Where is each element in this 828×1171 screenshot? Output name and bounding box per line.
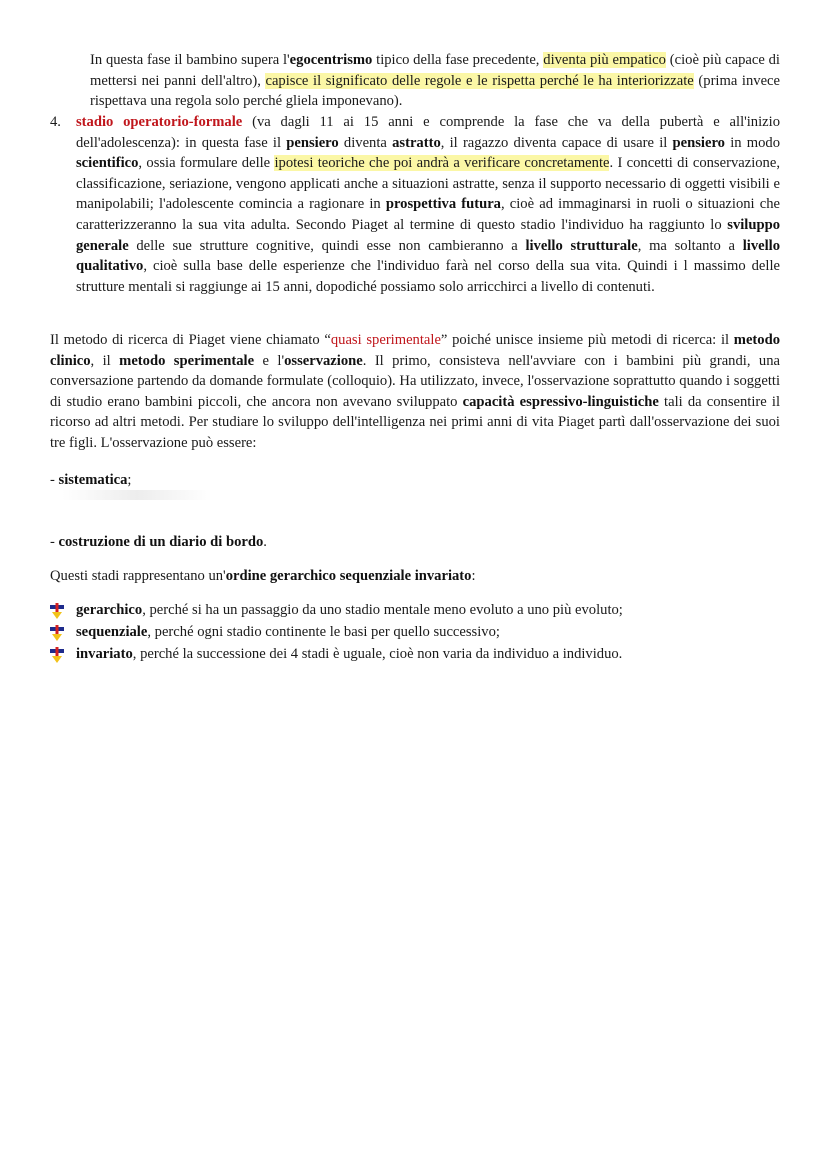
method-paragraph [50,330,780,454]
intro-text: In questa fase il bambino supera l' [90,52,290,68]
intro-paragraph [90,50,780,112]
stages-text: Questi stadi rappresentano un' [50,568,226,584]
obs-item-sistematica [50,470,780,491]
stage-text: in modo [724,134,781,151]
stage-text: , ma soltanto a [637,237,743,254]
term-livello-qualitativo: livello qualitativo [76,237,781,275]
list-item [50,644,780,666]
faded-text-smudge [62,490,212,500]
list-item [50,622,780,644]
stage-text: , ossia formulare delle [138,155,275,172]
term-osservazione: osservazione [284,352,363,369]
method-text: , il [90,352,120,369]
stage-title: stadio operatorio-formale [76,114,243,130]
term-egocentrismo: egocentrismo [289,52,373,68]
term-sequenziale: sequenziale [76,624,148,640]
list-number: 4. [50,114,61,130]
method-text: ” poiché unisce insieme più metodi di ricerca: il [440,332,734,348]
term-sistematica: sistematica [58,472,128,488]
term-gerarchico: gerarchico [76,602,143,618]
intro-text: (prima invece rispettava una regola solo perché gliela imponevano). [90,72,780,110]
term-pensiero: pensiero [286,134,339,151]
highlight-ipotesi: ipotesi teoriche che poi andrà a verificare concretamente [274,155,610,172]
term-quasi-sperimentale: quasi sperimentale [330,332,441,348]
term-capacita-linguistiche: capacità espressivo-linguistiche [462,393,659,410]
intro-text: (cioè più capace di mettersi nei panni dell'altro), [90,52,780,89]
stage-text: , il ragazzo diventa capace di usare il [440,134,673,151]
bullet-text: , perché ogni stadio continente le basi per quello successivo; [147,624,500,640]
term-ordine-gerarchico: ordine gerarchico sequenziale invariato [225,568,472,584]
list-item [50,600,780,622]
term-metodo-clinico: metodo clinico [50,332,780,369]
method-text: tali da consentire il ricorso ad altri metodi. Per studiare lo sviluppo dell'intelligenza nei primi anni di vita Piaget partì dall'osservazione dei suoi tre figli. L'osservazione può essere: [50,393,780,451]
method-text: e l' [254,352,285,369]
stage-text: delle sue strutture cognitive, quindi esse non cambieranno a [128,237,526,254]
bullet-text: , perché si ha un passaggio da uno stadio mentale meno evoluto a uno più evoluto; [142,602,623,618]
term-scientifico: scientifico [76,155,139,172]
arrow-bullet-icon [50,603,64,619]
stage-text: . I concetti di conservazione, classificazione, seriazione, vengono applicati anche a situazioni astratte, senza il supporto necessario di oggetti visibili e manipolabili; l'adolescente comincia a ragionare in [76,155,780,213]
punctuation: . [263,534,267,550]
stages-bullet-list [50,600,780,666]
highlight-empatico: diventa più empatico [543,52,666,68]
intro-text: tipico della fase precedente, [372,52,544,68]
term-diario-di-bordo: costruzione di un diario di bordo [58,534,264,550]
stage-4-item [50,112,780,297]
term-prospettiva-futura: prospettiva futura [385,196,501,213]
term-sviluppo-generale: sviluppo generale [76,216,780,254]
dash: - [50,534,59,550]
stage-text: , cioè ad immaginarsi in ruoli o situazioni che caratterizzeranno la sua vita adulta. Secondo Piaget al termine di questo stadio l'individuo ha raggiunto lo [76,196,781,233]
stage-text: (va dagli 11 ai 15 anni e comprende la fase che va della pubertà e all'inizio dell'adolescenza): in questa fase il [76,114,780,151]
method-text: . Il primo, consisteva nell'avviare con i bambini più grandi, una conversazione partendo da domande formulate (colloquio). Ha utilizzato, invece, l'osservazione soprattutto quando i soggetti di studio erano bambini piccoli, che ancora non avevano sviluppato [50,352,780,410]
term-metodo-sperimentale: metodo sperimentale [119,352,255,369]
stage-text: diventa [338,134,393,151]
dash: - [50,472,59,488]
term-pensiero: pensiero [672,134,725,151]
term-livello-strutturale: livello strutturale [525,237,638,254]
highlight-regole: capisce il significato delle regole e le rispetta perché le ha interiorizzate [265,72,694,89]
arrow-bullet-icon [50,647,64,663]
obs-item-diario [50,532,780,553]
term-invariato: invariato [76,646,133,662]
punctuation: ; [127,472,132,488]
arrow-bullet-icon [50,625,64,641]
stages-text: : [471,568,476,584]
bullet-text: , perché la successione dei 4 stadi è uguale, cioè non varia da individuo a individuo. [132,646,623,662]
method-text: Il metodo di ricerca di Piaget viene chiamato “ [50,332,331,348]
stage-text: , cioè sulla base delle esperienze che l'individuo farà nel corso della sua vita. Quindi i l massimo delle strutture mentali si raggiunge ai 15 anni, dopodiché possiamo solo arricchirci a livello di contenuti. [76,258,780,295]
stages-paragraph [50,566,780,587]
term-astratto: astratto [392,134,441,151]
